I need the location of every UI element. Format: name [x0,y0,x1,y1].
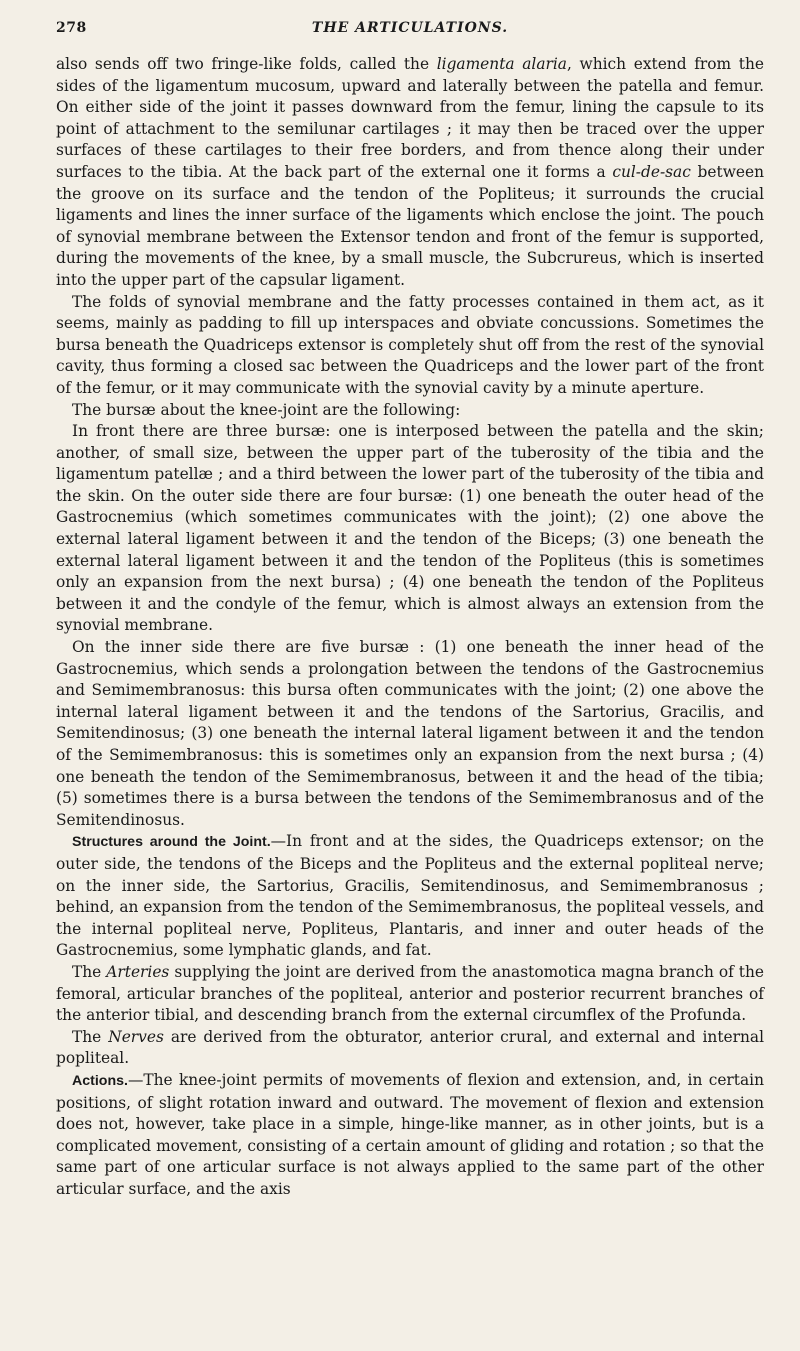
text-run: are derived from the obturator, anterior crural, and external and internal popliteal. [56,1027,764,1068]
text-run: between the groove on its surface and the tendon of the Popliteus; it surrounds the crucial ligaments and lines the inner surface of the ligaments which enclose the joint. The pouch of synovial membrane between the Extensor tendon and front of the femur is supported, during the movements of the knee, by a small muscle, the Subcrureus, which is inserted into the upper part of the capsular ligament. [56,162,764,289]
text-run: The folds of synovial membrane and the fatty processes contained in them act, as it seems, mainly as padding to fill up interspaces and obviate concussions. Sometimes the bursa beneath the Quadriceps extensor is completely shut off from the rest of the synovial cavity, thus forming a closed sac between the Quadriceps and the lower part of the front of the femur, or it may communicate with the synovial cavity by a minute aperture. [56,292,764,397]
section-run-in-heading: Actions. [72,1072,128,1089]
text-run: , which extend from the sides of the ligamentum mucosum, upward and laterally between the patella and femur. On either side of the joint it passes downward from the femur, lining the capsule to its point of attachment to the semilunar cartilages ; it may then be traced over the upper surfaces of these cartilages to their free borders, and from thence along their under surfaces to the tibia. At the back part of the external one it forms a [56,55,765,181]
paragraph [56,831,764,962]
paragraph [56,421,764,637]
italic-term: cul-de-sac [612,162,691,181]
text-run: The [72,962,107,981]
text-run: On the inner side there are five bursæ : (1) one beneath the inner head of the Gastrocnemius, which sends a prolongation between the tendons of the Gastrocnemius and Semimembranosus: this bursa often communicates with the joint; (2) one above the internal lateral ligament between it and the tendons of the Sartorius, Gracilis, and Semitendinosus; (3) one beneath the internal lateral ligament between it and the tendon of the Semimembranosus: this is sometimes only an expansion from the next bursa ; (4) one beneath the tendon of the Semimembranosus, between it and the head of the tibia; (5) sometimes there is a bursa between the tendons of the Semimembranosus and of the Semitendinosus. [56,638,764,829]
italic-term: Nerves [108,1027,164,1046]
paragraph [56,637,764,831]
italic-term: Arteries [106,962,170,981]
text-run: The [72,1027,109,1046]
italic-term: ligamenta alaria [436,55,567,73]
paragraph [56,54,764,292]
page-number: 278 [56,20,87,36]
text-run: —In front and at the sides, the Quadriceps extensor; on the outer side, the tendons of the Biceps and the Popliteus and the external popliteal nerve; on the inner side, the Sartorius, Gracilis, Semitendinosus, and Semimembranosus ; behind, an expansion from the tendon of the Semimembranosus, the popliteal vessels, and the internal popliteal nerve, Popliteus, Plantaris, and inner and outer heads of the Gastrocnemius, some lymphatic glands, and fat. [56,832,764,960]
paragraph [56,962,764,1027]
text-run: also sends off two fringe-like folds, called the [56,55,437,73]
text-run: In front there are three bursæ: one is interposed between the patella and the skin; another, of small size, between the upper part of the tuberosity of the tibia and the ligamentum patellæ ; and a third between the lower part of the tuberosity of the tibia and the skin. On the outer side there are four bursæ: (1) one beneath the outer head of the Gastrocnemius (which sometimes communicates with the joint); (2) one above the external lateral ligament between it and the tendon of the Biceps; (3) one beneath the external lateral ligament between it and the tendon of the Popliteus (this is sometimes only an expansion from the next bursa) ; (4) one beneath the tendon of the Popliteus between it and the condyle of the femur, which is almost always an extension from the synovial membrane. [56,422,764,635]
text-run: supplying the joint are derived from the anastomotica magna branch of the femoral, articular branches of the popliteal, anterior and posterior recurrent branches of the anterior tibial, and descending branch from the external circumflex of the Profunda. [56,962,764,1025]
text-run: —The knee-joint permits of movements of flexion and extension, and, in certain positions, of slight rotation inward and outward. The movement of flexion and extension does not, however, take place in a simple, hinge-like manner, as in other joints, but is a complicated movement, consisting of a certain amount of gliding and rotation ; so that the same part of one articular surface is not always applied to the same part of the other articular surface, and the axis [56,1070,764,1198]
page-header [56,20,764,54]
paragraph [56,1027,764,1070]
paragraph [56,400,764,422]
body-text [56,54,764,1200]
text-run: The bursæ about the knee-joint are the following: [72,400,461,419]
section-run-in-heading: Structures around the Joint. [72,834,271,851]
running-head: THE ARTICULATIONS. [311,20,509,36]
paragraph [56,292,764,400]
paragraph [56,1070,764,1201]
